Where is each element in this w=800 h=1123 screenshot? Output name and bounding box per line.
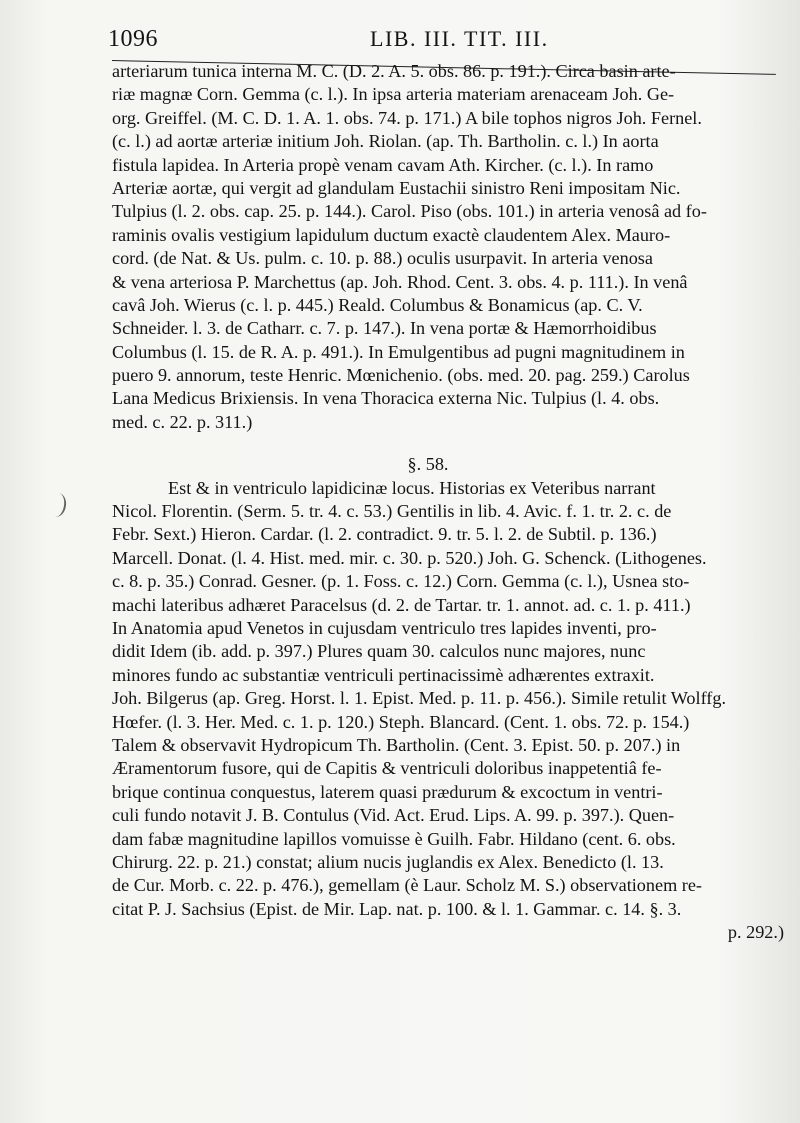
text-line: de Cur. Morb. c. 22. p. 476.), gemellam (è Laur. Scholz M. S.) observationem re- (112, 875, 702, 896)
text-line: Marcell. Donat. (l. 4. Hist. med. mir. c. 30. p. 520.) Joh. G. Schenck. (Lithogenes. (112, 547, 707, 568)
text-line: fistula lapidea. In Arteria propè venam cavam Ath. Kircher. (c. l.). In ramo (112, 154, 654, 175)
text-line: culi fundo notavit J. B. Contulus (Vid. Act. Erud. Lips. A. 99. p. 397.). Quen- (112, 805, 675, 826)
text-line: Nicol. Florentin. (Serm. 5. tr. 4. c. 53.) Gentilis in lib. 4. Avic. f. 1. tr. 2. c. de (112, 501, 672, 522)
section-heading: §. 58. (407, 454, 449, 475)
blank-line (112, 434, 784, 453)
text-line: med. c. 22. p. 311.) (112, 411, 253, 432)
book-title: LIB. III. TIT. III. (370, 26, 549, 51)
text-line: Joh. Bilgerus (ap. Greg. Horst. l. 1. Epist. Med. p. 11. p. 456.). Simile retulit Wolffg. (112, 688, 726, 709)
text-line: cord. (de Nat. & Us. pulm. c. 10. p. 88.) oculis usurpavit. In arteria venosa (112, 248, 653, 269)
text-line: machi lateribus adhæret Paracelsus (d. 2. de Tartar. tr. 1. annot. ad. c. 1. p. 411.) (112, 594, 691, 615)
text-block (112, 60, 784, 944)
text-line: Chirurg. 22. p. 21.) constat; alium nucis juglandis ex Alex. Benedicto (l. 13. (112, 851, 664, 872)
text-line: raminis ovalis vestigium lapidulum ductum exactè claudentem Alex. Mauro- (112, 224, 671, 245)
text-line: Tulpius (l. 2. obs. cap. 25. p. 144.). Carol. Piso (obs. 101.) in arteria venosâ ad fo- (112, 201, 707, 222)
text-line: c. 8. p. 35.) Conrad. Gesner. (p. 1. Foss. c. 12.) Corn. Gemma (c. l.), Usnea sto- (112, 571, 690, 592)
text-line: brique continua conquestus, laterem quasi prædurum & excoctum in ventri- (112, 781, 663, 802)
text-line: dam fabæ magnitudine lapillos vomuisse è Guilh. Fabr. Hildano (cent. 6. obs. (112, 828, 676, 849)
text-line: didit Idem (ib. add. p. 397.) Plures quam 30. calculos nunc majores, nunc (112, 641, 646, 662)
text-line: In Anatomia apud Venetos in cujusdam ventriculo tres lapides inventi, pro- (112, 617, 657, 638)
text-line: Columbus (l. 15. de R. A. p. 491.). In Emulgentibus ad pugni magnitudinem in (112, 341, 685, 362)
text-line: riæ magnæ Corn. Gemma (c. l.). In ipsa arteria materiam arenaceam Joh. Ge- (112, 84, 675, 105)
page-number: 1096 (108, 26, 158, 52)
text-line: citat P. J. Sachsius (Epist. de Mir. Lap. nat. p. 100. & l. 1. Gammar. c. 14. §. 3. (112, 898, 682, 919)
text-line: Lana Medicus Brixiensis. In vena Thoracica externa Nic. Tulpius (l. 4. obs. (112, 388, 660, 409)
text-line: Æramentorum fusore, qui de Capitis & ventriculi doloribus inappetentiâ fe- (112, 758, 662, 779)
text-line: Arteriæ aortæ, qui vergit ad glandulam Eustachii sinistro Reni impositam Nic. (112, 177, 681, 198)
text-line: minores fundo ac substantiæ ventriculi pertinacissimè adhærentes extraxit. (112, 664, 655, 685)
text-line: Hœfer. (l. 3. Her. Med. c. 1. p. 120.) Steph. Blancard. (Cent. 1. obs. 72. p. 154.) (112, 711, 690, 732)
text-line: p. 292.) (727, 922, 784, 943)
text-line: org. Greiffel. (M. C. D. 1. A. 1. obs. 74. p. 171.) A bile tophos nigros Joh. Fernel. (112, 107, 702, 128)
text-line: & vena arteriosa P. Marchettus (ap. Joh. Rhod. Cent. 3. obs. 4. p. 111.). In venâ (112, 271, 688, 292)
text-line: puero 9. annorum, teste Henric. Mœnichenio. (obs. med. 20. pag. 259.) Carolus (112, 365, 690, 386)
margin-ink-mark (46, 492, 68, 519)
text-line: (c. l.) ad aortæ arteriæ initium Joh. Riolan. (ap. Th. Bartholin. c. l.) In aorta (112, 131, 659, 152)
running-head (108, 22, 780, 54)
text-line: Febr. Sext.) Hieron. Cardar. (l. 2. contradict. 9. tr. 5. l. 2. de Subtil. p. 136.) (112, 524, 657, 545)
text-line: arteriarum tunica interna M. C. (D. 2. A. 5. obs. 86. p. 191.). Circa basin arte- (112, 61, 676, 81)
text-line: Talem & observavit Hydropicum Th. Bartholin. (Cent. 3. Epist. 50. p. 207.) in (112, 734, 681, 755)
text-line: Schneider. l. 3. de Catharr. c. 7. p. 147.). In vena portæ & Hæmorrhoidibus (112, 318, 657, 339)
text-line: cavâ Joh. Wierus (c. l. p. 445.) Reald. Columbus & Bonamicus (ap. C. V. (112, 294, 643, 315)
text-line: Est & in ventriculo lapidicinæ locus. Historias ex Veteribus narrant (168, 477, 656, 498)
